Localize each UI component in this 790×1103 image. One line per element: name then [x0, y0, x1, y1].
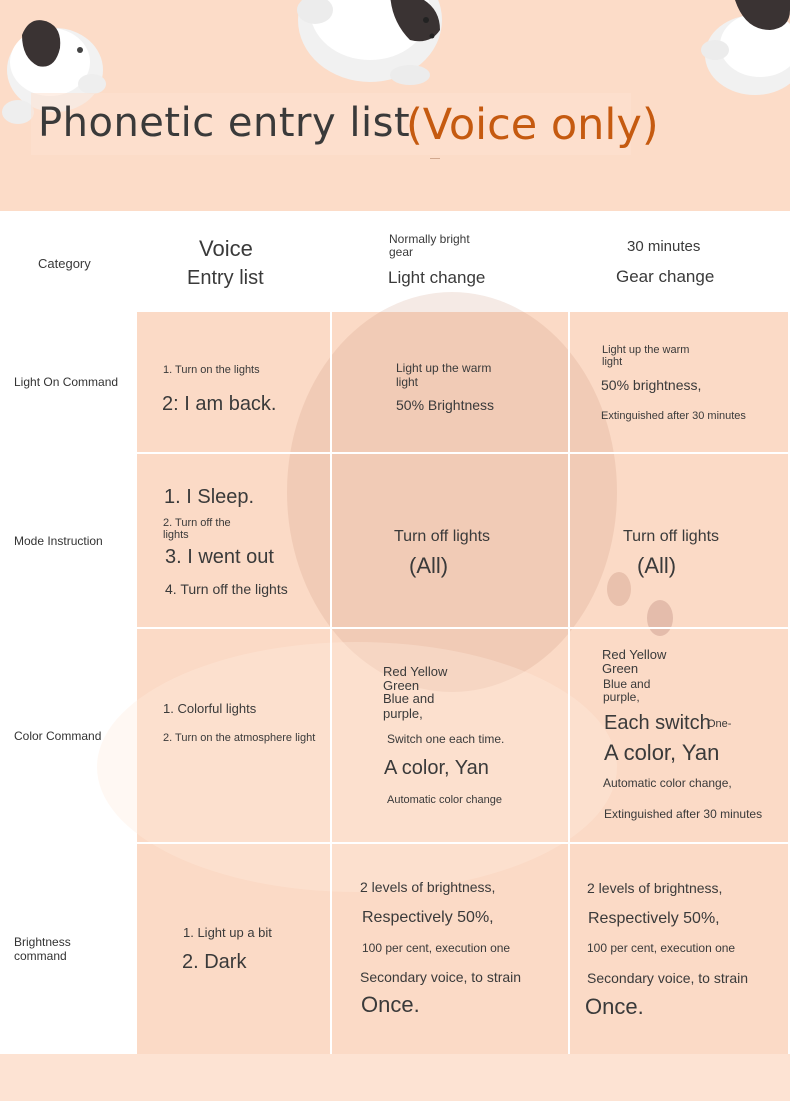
cell-mode-voice-2: 2. Turn off the lights [163, 517, 231, 541]
page-header [0, 0, 790, 211]
row-label-mode [0, 454, 137, 627]
cell-color-bright-5: Automatic color change [387, 794, 502, 806]
table-header-row [0, 211, 790, 311]
cell-mode-thirty-1: Turn off lights [623, 528, 720, 545]
cell-brightness-bright-4: Secondary voice, to strain [360, 969, 522, 985]
cell-brightness-thirty-3: 100 per cent, execution one [587, 941, 736, 955]
row-label-text: Light On Command [14, 375, 119, 389]
cell-color-bright-4: A color, Yan [384, 757, 489, 779]
header-category: Category [38, 256, 91, 271]
header-voice-bottom: Entry list [187, 267, 264, 289]
cell-mode-bright-1: Turn off lights [394, 528, 491, 545]
cell-lighton-thirty-2: 50% brightness, [601, 377, 702, 393]
header-thirty-bottom: Gear change [616, 267, 715, 286]
cell-lighton-thirty-3: Extinguished after 30 minutes [601, 410, 746, 422]
page-title-accent: (Voice only) [406, 100, 659, 150]
cell-color-thirty-5: Automatic color change, [603, 776, 732, 790]
background-dot-shape [647, 600, 673, 636]
cell-brightness-thirty-5: Once. [585, 994, 644, 1019]
cell-mode-thirty-2: (All) [637, 553, 677, 578]
page-footer [0, 1054, 790, 1103]
header-bright-top: Normally bright gear [389, 232, 470, 259]
cell-brightness-thirty-1: 2 levels of brightness, [587, 880, 723, 896]
cell-color-thirty-4: A color, Yan [604, 740, 720, 765]
cell-brightness-thirty-2: Respectively 50%, [588, 910, 720, 927]
cell-lighton-bright-1: Light up the warm light [396, 361, 492, 389]
cell-brightness-bright-3: 100 per cent, execution one [362, 941, 511, 955]
cell-color-thirty-3: Each switch [604, 712, 711, 734]
cell-brightness-bright-5: Once. [361, 992, 420, 1017]
grid-line [137, 842, 790, 844]
cell-brightness-thirty-4: Secondary voice, to strain [587, 970, 749, 986]
background-dot-shape [607, 572, 631, 606]
row-label-brightness [0, 844, 137, 1054]
row-label-text: Color Command [14, 728, 102, 743]
cell-lighton-voice-1: 1. Turn on the lights [163, 364, 260, 376]
mascot-center-illustration [290, 0, 450, 90]
cell-brightness-voice-1: 1. Light up a bit [183, 925, 272, 940]
cell-mode-voice-4: 4. Turn off the lights [165, 581, 288, 597]
row-label-text: Brightness command [14, 935, 71, 963]
cell-brightness-bright-2: Respectively 50%, [362, 909, 494, 926]
cell-brightness-bright-1: 2 levels of brightness, [360, 879, 496, 895]
header-voice-top: Voice [199, 236, 253, 261]
cell-color-bright-2: Blue and purple, [383, 691, 435, 721]
cell-color-thirty-2: Blue and purple, [603, 677, 651, 704]
cell-lighton-bright-2: 50% Brightness [396, 397, 495, 413]
row-label-text: Mode Instruction [14, 533, 103, 548]
cell-lighton-voice-2: 2: I am back. [162, 393, 277, 415]
header-thirty-top: 30 minutes [627, 238, 701, 255]
mascot-right-illustration [695, 0, 790, 100]
cell-lighton-thirty-1: Light up the warm light [602, 344, 690, 368]
page-title: Phonetic entry list [38, 100, 411, 146]
header-bright-bottom: Light change [388, 268, 486, 287]
grid-line [137, 627, 790, 629]
cell-brightness-voice-2: 2. Dark [182, 951, 247, 973]
cell-color-voice-2: 2. Turn on the atmosphere light [163, 732, 316, 744]
cell-color-thirty-6: Extinguished after 30 minutes [604, 807, 763, 821]
background-highlight-shape [97, 642, 617, 892]
grid-line [568, 312, 570, 1054]
cell-color-bright-1: Red Yellow Green [383, 664, 448, 693]
cell-mode-voice-3: 3. I went out [165, 546, 274, 568]
cell-color-voice-1: 1. Colorful lights [163, 701, 257, 716]
cell-color-thirty-1: Red Yellow Green [602, 647, 667, 676]
grid-line [330, 312, 332, 1054]
grid-line [137, 452, 790, 454]
cell-color-bright-3: Switch one each time. [387, 732, 505, 746]
cell-mode-bright-2: (All) [409, 553, 449, 578]
row-label-light-on [0, 312, 137, 452]
cell-mode-voice-1: 1. I Sleep. [164, 486, 255, 508]
title-underline-mark [430, 158, 440, 159]
cell-color-thirty-3b: One- [707, 718, 732, 730]
voice-command-table [0, 211, 790, 1054]
